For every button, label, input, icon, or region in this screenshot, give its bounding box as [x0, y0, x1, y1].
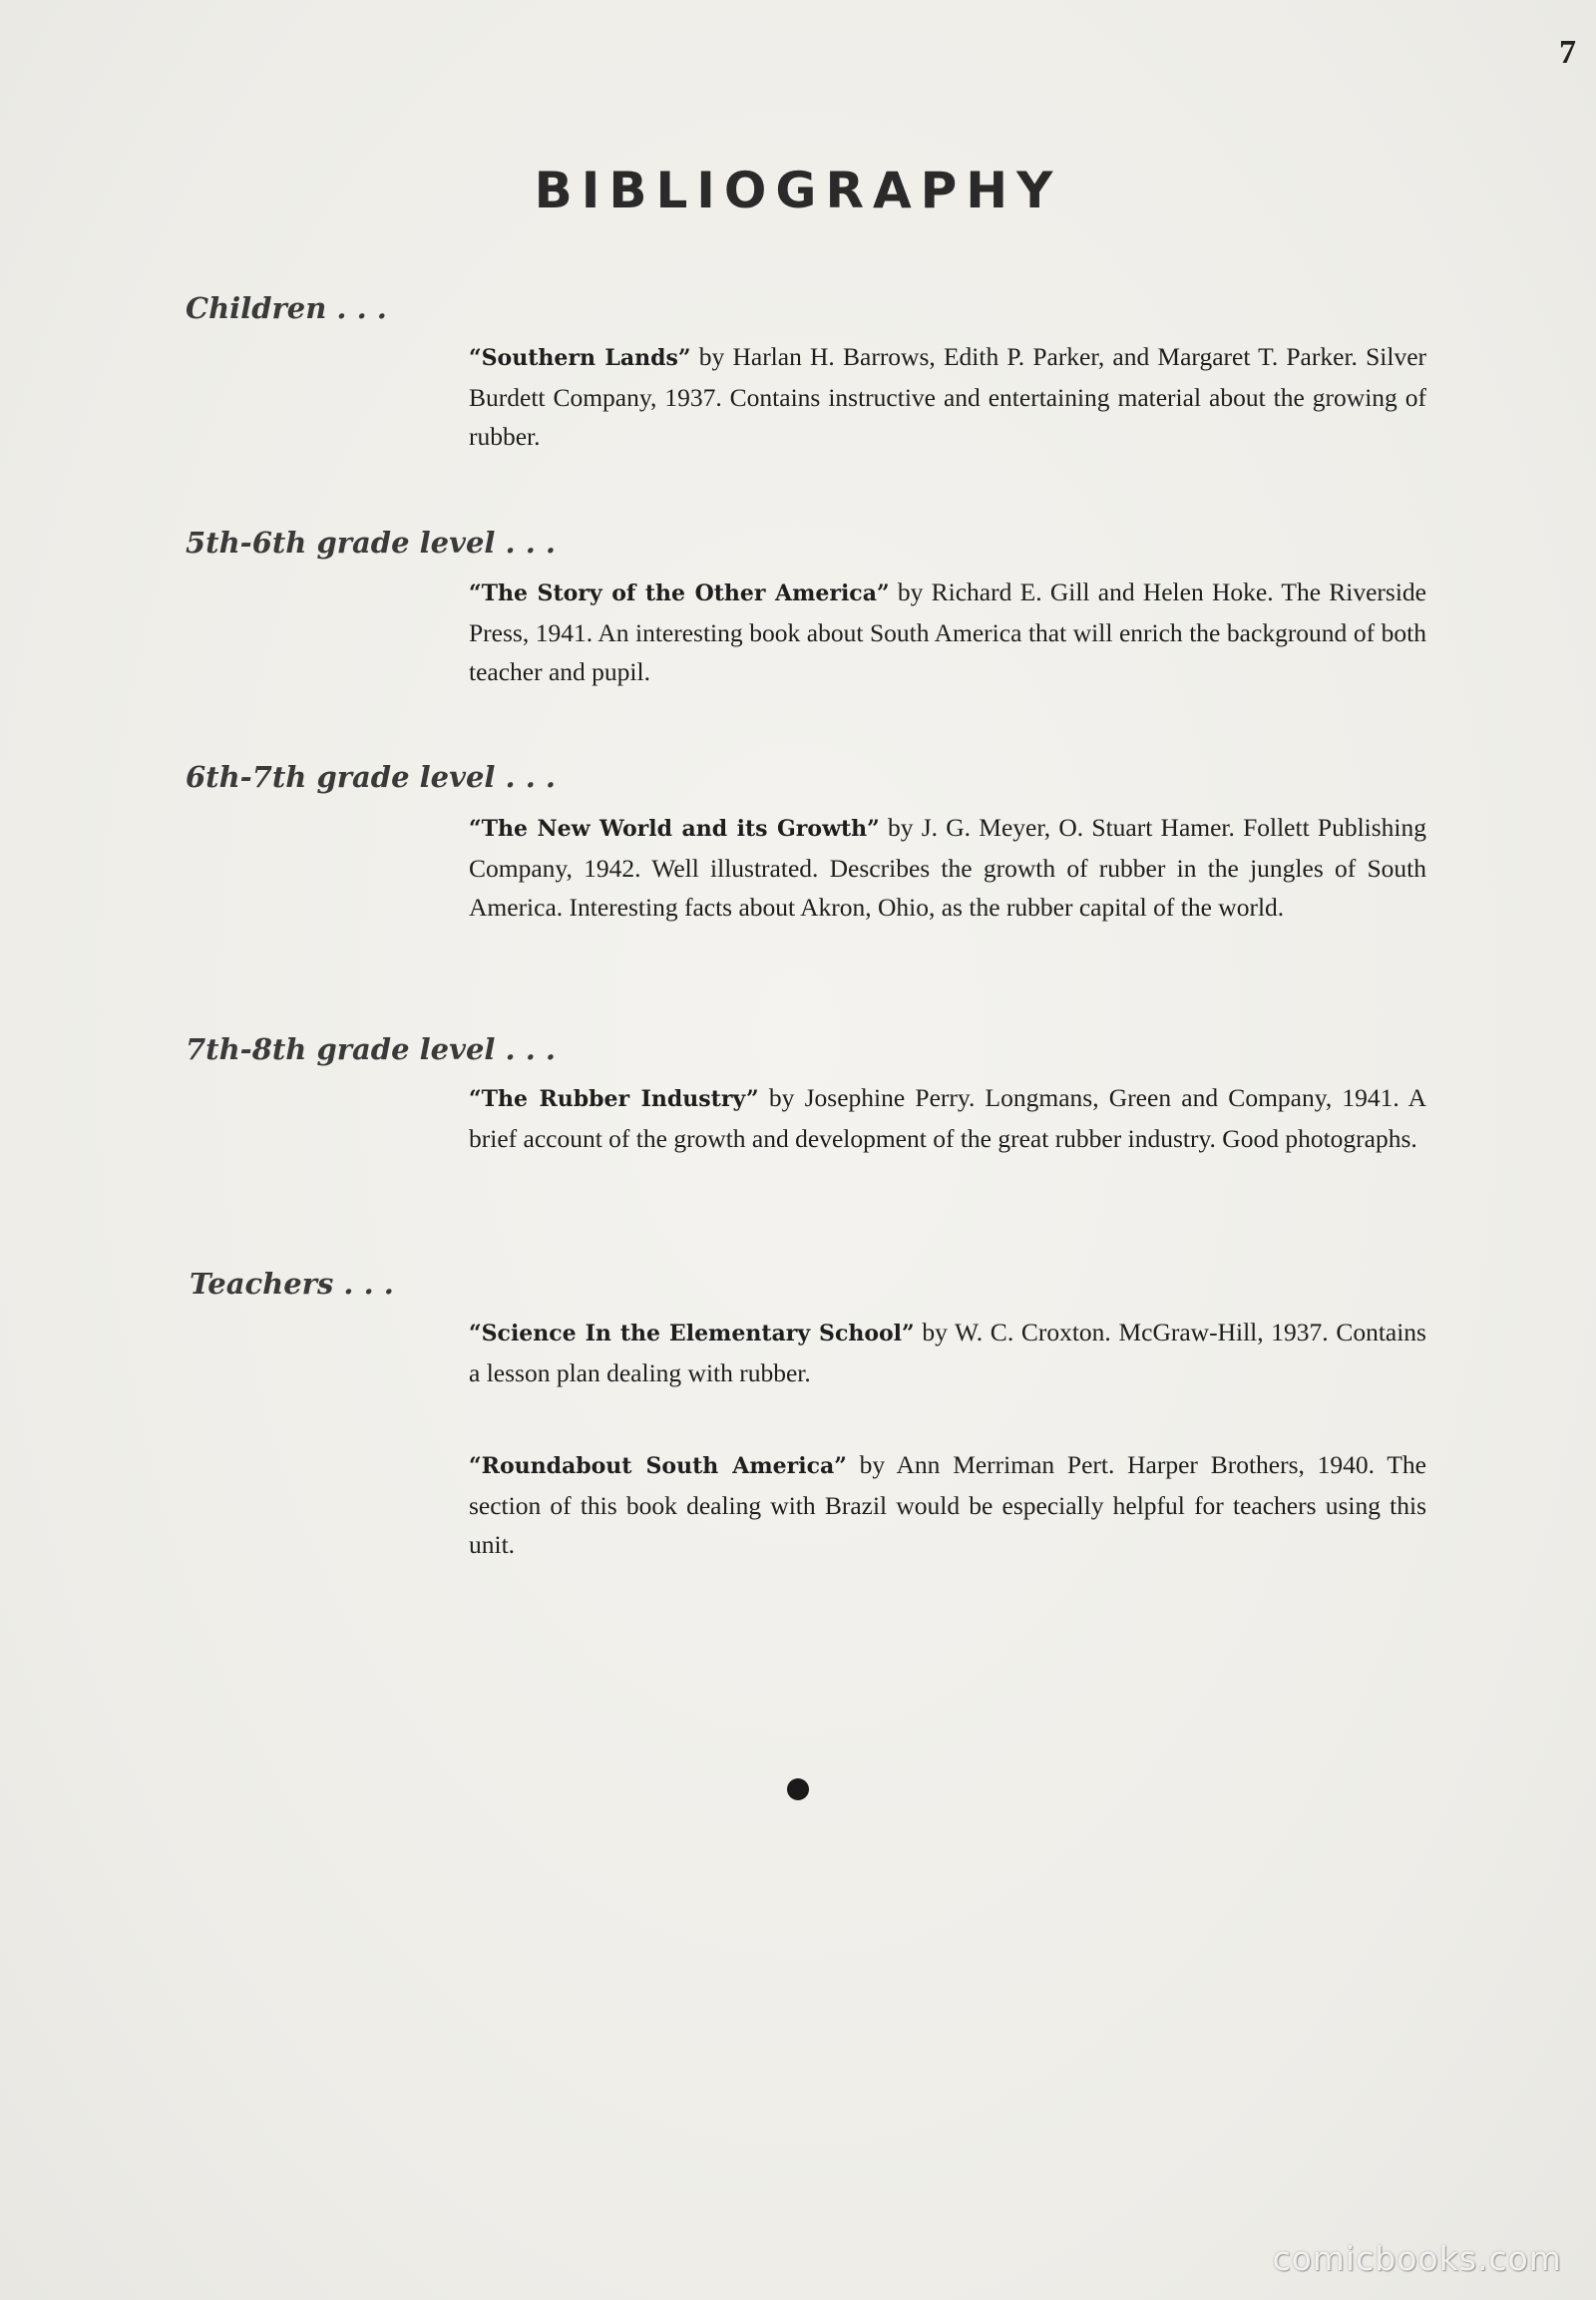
section-heading: 7th-8th grade level . . . [186, 1032, 556, 1066]
book-title: “Science In the Elementary School” [469, 1321, 915, 1346]
entry-text: by Harlan H. Barrows, Edith P. Parker, and Margaret T. Parker. Silver Burdett Company, 1937. Contains instructive and entertaining material about the growing of rubber. [469, 342, 1426, 451]
section-heading: 5th-6th grade level . . . [186, 526, 556, 560]
book-title: “Southern Lands” [469, 345, 691, 371]
section-heading: Teachers . . . [190, 1267, 394, 1301]
book-title: “The New World and its Growth” [469, 816, 880, 842]
entry-text: by Josephine Perry. Longmans, Green and Company, 1941. A brief account of the growth and development of the great rubber industry. Good photographs. [469, 1083, 1426, 1153]
entry-text: by Ann Merriman Pert. Harper Brothers, 1940. The section of this book dealing with Brazil would be especially helpful for teachers using this unit. [469, 1450, 1426, 1559]
section-heading: Children . . . [186, 291, 387, 325]
page-number: 7 [1559, 34, 1576, 71]
entry-text: by W. C. Croxton. McGraw-Hill, 1937. Contains a lesson plan dealing with rubber. [469, 1318, 1426, 1387]
end-bullet-dot [787, 1778, 809, 1800]
book-title: “The Rubber Industry” [469, 1086, 759, 1112]
bibliography-entry [469, 573, 1426, 691]
bibliography-entry [469, 1313, 1426, 1392]
bibliography-entry [469, 1445, 1426, 1564]
watermark-text: comicbooks.com [1272, 2239, 1562, 2278]
entry-text: by J. G. Meyer, O. Stuart Hamer. Follett Publishing Company, 1942. Well illustrated. Describes the growth of rubber in the jungles of South America. Interesting facts about Akron, Ohio, as the rubber capital of the world. [469, 813, 1426, 922]
bibliography-entry [469, 808, 1426, 927]
section-heading: 6th-7th grade level . . . [186, 760, 556, 794]
book-title: “Roundabout South America” [469, 1453, 847, 1479]
bibliography-entry [469, 1078, 1426, 1158]
entry-text: by Richard E. Gill and Helen Hoke. The Riverside Press, 1941. An interesting book about South America that will enrich the background of both teacher and pupil. [469, 577, 1426, 686]
bibliography-entry [469, 337, 1426, 456]
page-title: BIBLIOGRAPHY [534, 162, 1062, 219]
book-title: “The Story of the Other America” [469, 580, 890, 606]
